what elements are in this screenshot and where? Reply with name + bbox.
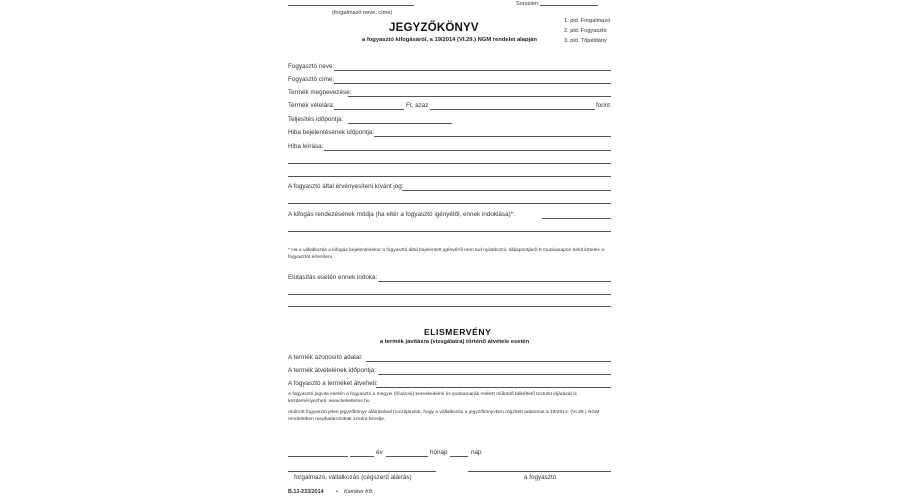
report-date-field[interactable]: [374, 136, 611, 137]
seller-signature-caption: forgalmazó, vállalkozás (cégszerű aláírás): [294, 474, 412, 481]
issuer-caption: (forgalmazó neve, címe): [332, 10, 393, 16]
issuer-signature-line[interactable]: [288, 5, 414, 6]
rejection-line-1[interactable]: [378, 281, 611, 282]
product-name-label: Termék megnevezése:: [288, 89, 352, 96]
consumer-name-label: Fogyasztó neve:: [288, 63, 335, 70]
serial-number-line[interactable]: [540, 5, 598, 6]
settlement-label: A kifogás rendezésének módja (ha eltér a fogyasztó igényétől, ennek indoklása)*:: [288, 211, 515, 218]
defect-description-line-1[interactable]: [324, 150, 611, 151]
publisher-name: Kamiker Kft.: [344, 489, 374, 495]
receipt-title: ELISMERVÉNY: [424, 327, 492, 337]
month-label: hónap: [430, 449, 448, 456]
year-label: év: [376, 449, 383, 456]
claim-line-2[interactable]: [288, 203, 611, 204]
footnote: * Ha a vállalkozás a kifogás bejelentésekor a fogyasztó által bejelentett igényéről nem tud nyilatkozni, álláspontjáról 5 munkanapon belül köteles a fogyasztót értesíteni.: [288, 248, 604, 261]
serial-label: Sorszám:: [516, 1, 540, 7]
performance-date-label: Teljesítés időpontja:: [288, 116, 344, 123]
receipt-date-field[interactable]: [378, 374, 611, 375]
consumer-address-field[interactable]: [334, 83, 611, 84]
seller-signature-line[interactable]: [288, 471, 436, 472]
consumer-signature-caption: a fogyasztó: [524, 474, 557, 481]
performance-date-field[interactable]: [348, 123, 452, 124]
month-field[interactable]: [386, 456, 428, 457]
form-code: B.13-233/2014: [288, 489, 324, 495]
consumer-signature-line[interactable]: [468, 471, 611, 472]
purchase-price-label: Termék vételára:: [288, 102, 335, 109]
claim-line-1[interactable]: [402, 190, 611, 191]
currency-label: forint: [596, 102, 610, 109]
year-field[interactable]: [350, 456, 374, 457]
defect-description-line-3[interactable]: [288, 176, 611, 177]
product-name-field[interactable]: [348, 96, 611, 97]
defect-description-line-2[interactable]: [288, 163, 611, 164]
price-words-label: Ft, azaz: [406, 102, 429, 109]
rejection-line-2[interactable]: [288, 294, 611, 295]
purchase-price-field[interactable]: [334, 109, 404, 110]
arbitration-notice: A fogyasztó jogvita esetén a fogyasztó a megyei (fővárosi) kereskedelmi és iparkamarák mellett működő békéltető testület eljárását is kezdeményezheti. www.bekeltetes.hu: [288, 392, 577, 405]
price-words-field[interactable]: [430, 109, 595, 110]
consent-notice: Alulírott fogyasztó jelen jegyzőkönyv aláírásával hozzájárulok, hogy a vállalkozás a jegyzőkönyvben rögzített adatomat a 19/2014. (VI.29.) NGM rendeletben meghatározottak szerint kezelje.: [288, 410, 600, 423]
settlement-line-2[interactable]: [288, 231, 611, 232]
settlement-line-1[interactable]: [542, 218, 611, 219]
consumer-pickup-field[interactable]: [376, 387, 611, 388]
report-date-label: Hiba bejelentésének időpontja:: [288, 129, 375, 136]
place-field[interactable]: [288, 456, 348, 457]
complaint-report-form: [280, 0, 620, 500]
rejection-line-3[interactable]: [288, 306, 611, 307]
claim-label: A fogyasztó által érvényesíteni kívánt jog:: [288, 183, 404, 190]
footer-separator: •: [336, 489, 338, 495]
copy-label-1: 1. pld. Forgalmazó: [564, 18, 611, 24]
defect-description-label: Hiba leírása:: [288, 143, 324, 150]
receipt-subtitle: a termék javításra (vizsgálatra) történő átvétele esetén: [380, 339, 530, 345]
rejection-label: Elutasítás esetén ennek indoka:: [288, 274, 378, 281]
day-field[interactable]: [450, 456, 468, 457]
form-subtitle: a fogyasztó kifogásáról, a 19/2014 (VI.29.) NGM rendelet alapján: [362, 37, 537, 43]
day-label: nap: [471, 449, 482, 456]
product-id-field[interactable]: [366, 361, 611, 362]
consumer-address-label: Fogyasztó címe:: [288, 76, 335, 83]
receipt-date-label: A termék átvételének időpontja:: [288, 367, 376, 374]
consumer-pickup-label: A fogyasztó a terméket átveheti:: [288, 380, 378, 387]
copy-label-3: 3. pld. Tőpéldány: [564, 38, 607, 44]
product-id-label: A termék azonosító adatai:: [288, 354, 363, 361]
form-title: JEGYZŐKÖNYV: [389, 22, 479, 34]
consumer-name-field[interactable]: [334, 70, 611, 71]
copy-label-2: 2. pld. Fogyasztó: [564, 28, 607, 34]
